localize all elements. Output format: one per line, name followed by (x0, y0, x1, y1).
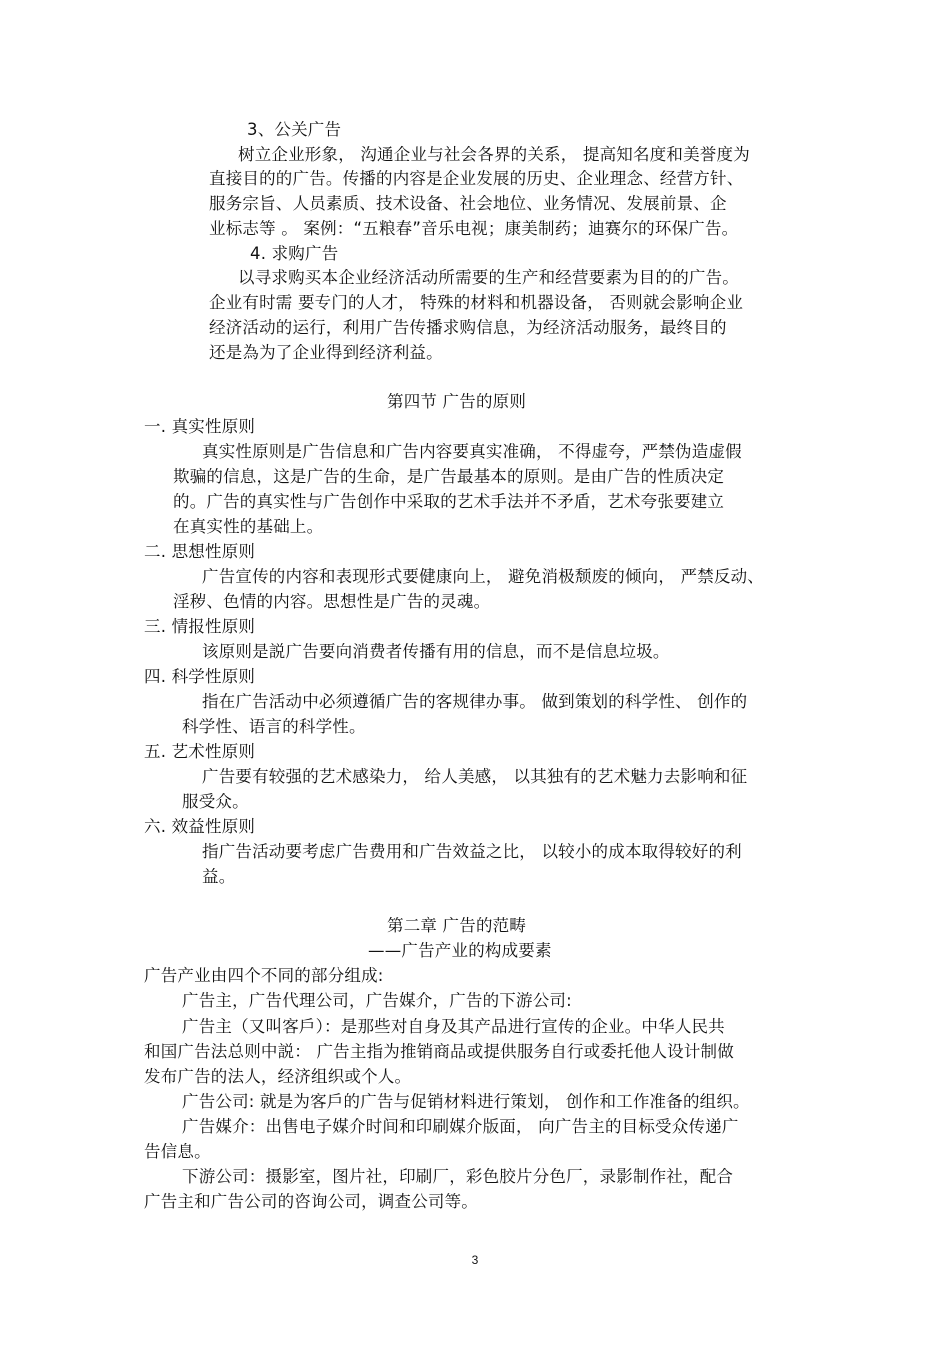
page-number: 3 (471, 1253, 479, 1267)
chapter-title: 第二章 广告的范畴 (387, 916, 527, 935)
paragraph-line: 直接目的的广告。传播的内容是企业发展的历史、企业理念、经营方针、 (209, 169, 744, 188)
paragraph-line: 告信息。 (144, 1142, 211, 1161)
principle-heading: 一. 真实性原则 (144, 417, 256, 436)
paragraph-line: 企业有时需 要专门的人才， 特殊的材料和机器设备， 否则就会影响企业 (209, 293, 744, 312)
chapter-subtitle: ——广告产业的构成要素 (368, 941, 552, 960)
paragraph-line: 欺骗的信息，这是广告的生命，是广告最基本的原则。是由广告的性质决定 (173, 467, 725, 486)
paragraph-line: 广告主和广告公司的咨询公司，调查公司等。 (144, 1192, 478, 1211)
paragraph-line: 淫秽、色情的内容。思想性是广告的灵魂。 (173, 592, 491, 611)
paragraph-line: 广告主，广告代理公司，广告媒介，广告的下游公司: (182, 991, 572, 1010)
principle-heading: 五. 艺术性原则 (144, 742, 256, 761)
principle-heading: 三. 情报性原则 (144, 617, 256, 636)
paragraph-line: 广告要有较强的艺术感染力， 给人美感， 以其独有的艺术魅力去影响和征 (202, 767, 748, 786)
paragraph-line: 广告公司: 就是为客戶的广告与促销材料进行策划， 创作和工作准备的组织。 (182, 1092, 750, 1111)
paragraph-line: 真实性原则是广告信息和广告内容要真实准确， 不得虚夸，严禁伪造虚假 (202, 442, 742, 461)
paragraph-line: 的。广告的真实性与广告创作中采取的艺术手法并不矛盾，艺术夸张要建立 (173, 492, 725, 511)
principle-heading: 六. 效益性原则 (144, 817, 256, 836)
paragraph-line: 广告产业由四个不同的部分组成: (144, 966, 384, 985)
paragraph-line: 指广告活动要考虑广告费用和广告效益之比， 以较小的成本取得较好的利 (202, 842, 742, 861)
paragraph-line: 指在广告活动中必须遵循广告的客规律办事。 做到策划的科学性、 创作的 (202, 692, 748, 711)
paragraph-line: 广告媒介：出售电子媒介时间和印刷媒介版面， 向广告主的目标受众传递广 (182, 1117, 739, 1136)
paragraph-line: 发布广告的法人，经济组织或个人。 (144, 1067, 412, 1086)
section-title: 第四节 广告的原则 (387, 392, 527, 411)
paragraph-line: 科学性、语言的科学性。 (182, 717, 366, 736)
paragraph-line: 以寻求购买本企业经济活动所需要的生产和经营要素为目的的广告。 (238, 268, 739, 287)
subsection-heading-purchase-ad: 4. 求购广告 (250, 244, 339, 263)
paragraph-line: 广告主（又叫客戶）：是那些对自身及其产品进行宣传的企业。中华人民共 (182, 1017, 725, 1036)
paragraph-line: 业标志等 。 案例：“五粮春”音乐电视；康美制药；迪赛尔的环保广告。 (209, 219, 739, 238)
paragraph-line: 树立企业形象， 沟通企业与社会各界的关系， 提高知名度和美誉度为 (238, 145, 750, 164)
paragraph-line: 在真实性的基础上。 (173, 517, 324, 536)
paragraph-line: 和国广告法总则中説： 广告主指为推销商品或提供服务自行或委托他人设计制做 (144, 1042, 734, 1061)
subsection-heading-pr-ad: 3、公关广告 (247, 120, 342, 139)
paragraph-line: 广告宣传的内容和表现形式要健康向上， 避免消极颓废的倾向， 严禁反动、 (202, 567, 764, 586)
paragraph-line: 经济活动的运行，利用广告传播求购信息，为经济活动服务，最终目的 (209, 318, 727, 337)
paragraph-line: 下游公司：摄影室，图片社，印刷厂，彩色胶片分色厂，录影制作社，配合 (182, 1167, 734, 1186)
paragraph-line: 益。 (202, 867, 236, 886)
paragraph-line: 该原则是説广告要向消费者传播有用的信息，而不是信息垃圾。 (202, 642, 670, 661)
principle-heading: 四. 科学性原则 (144, 667, 256, 686)
paragraph-line: 服受众。 (182, 792, 249, 811)
paragraph-line: 还是為为了企业得到经济利益。 (209, 343, 443, 362)
principle-heading: 二. 思想性原则 (144, 542, 256, 561)
paragraph-line: 服务宗旨、人员素质、技术设备、社会地位、业务情况、发展前景、企 (209, 194, 727, 213)
